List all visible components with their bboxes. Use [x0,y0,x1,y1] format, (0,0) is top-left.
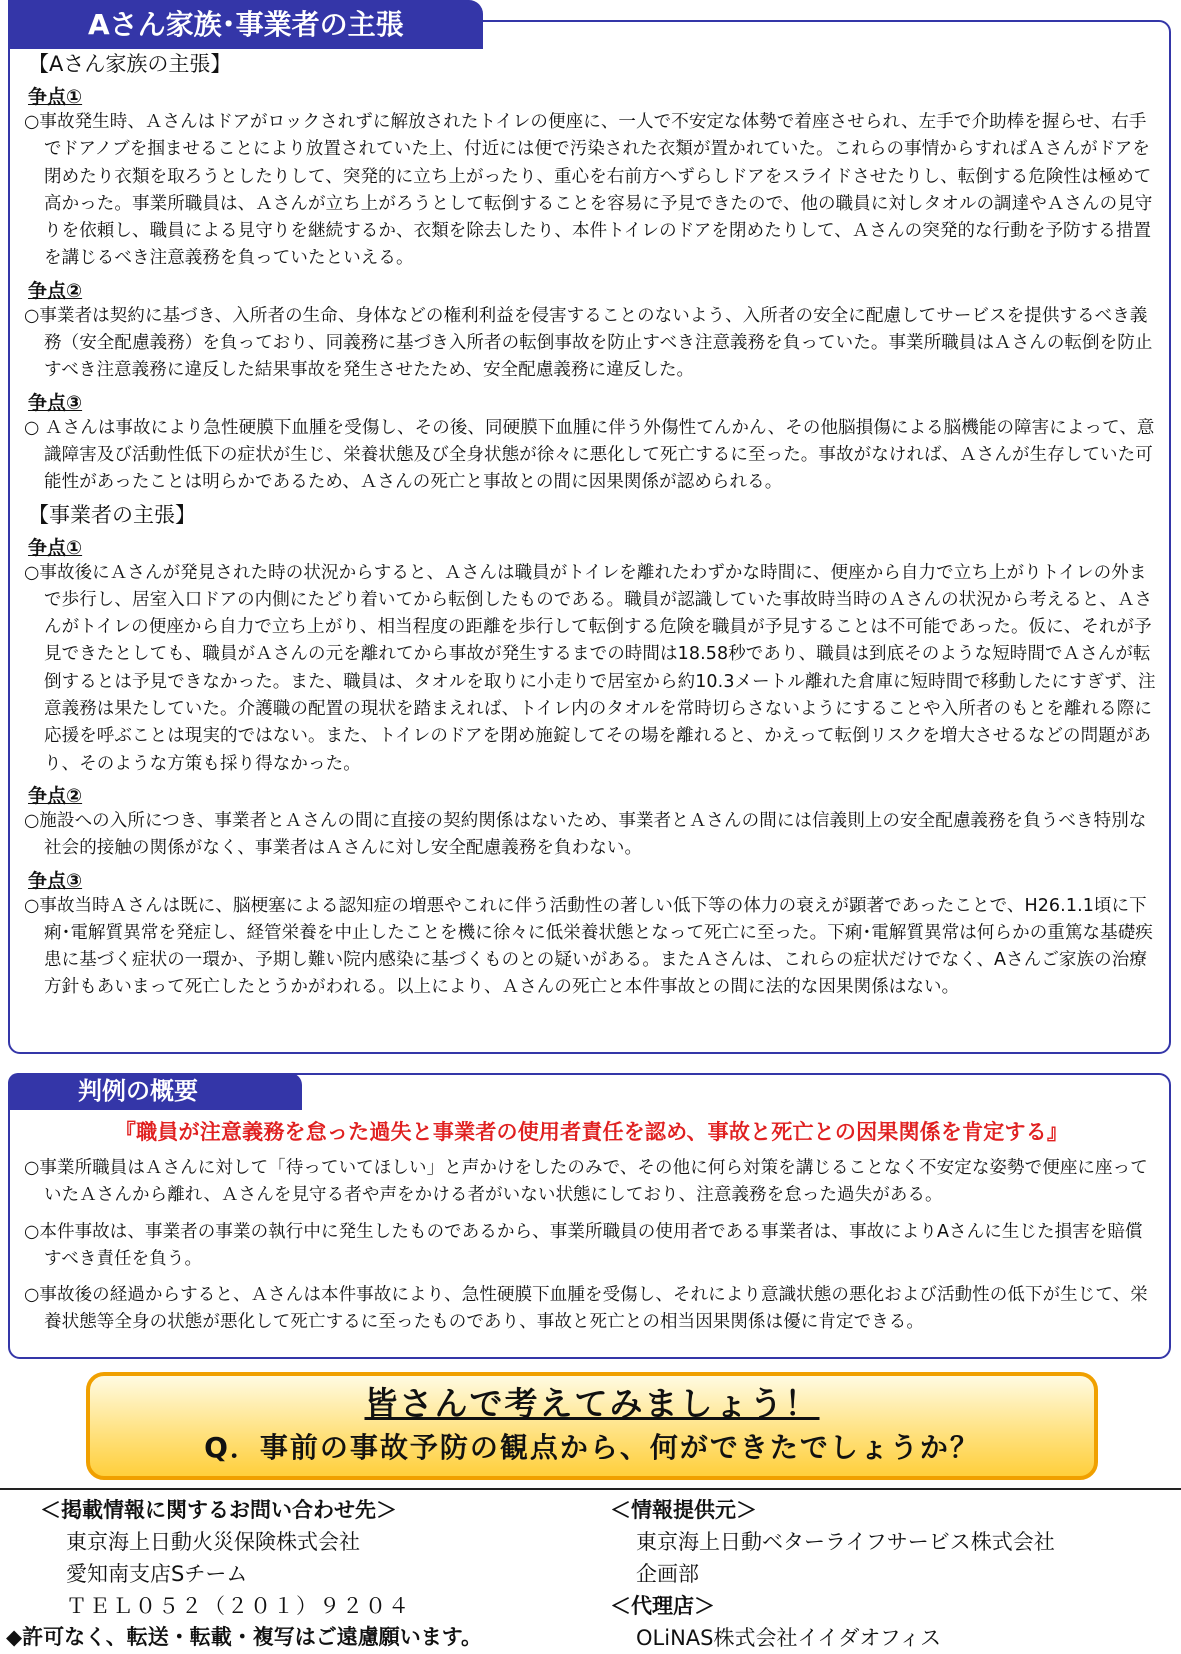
operator-issue-2-text: ○施設への入所につき、事業者とＡさんの間に直接の契約関係はないため、事業者とＡさんの間には信義則上の安全配慮義務を負うべき特別な社会的接触の関係がなく、事業者はＡさんに対し安全配慮義務を負わない。 [24,810,1147,859]
operator-issue-3-text: ○事故当時Ａさんは既に、脳梗塞による認知症の増悪やこれに伴う活動性の著しい低下等の体力の衰えが顕著であったことで、H26.1.1頃に下痢･電解質異常を発症し、経管栄養を中止したことを機に徐々に低栄養状態となって死亡に至った。下痢･電解質異常は何らかの重篤な基礎疾患に基づく症状の一環か、予期し難い院内感染に基づくものとの疑いがある。またＡさんは、これらの症状だけでなく、Aさんご家族の治療方針もあいまって死亡したとうかがわれる。以上により、Ａさんの死亡と本件事故との間に法的な因果関係はない。 [24,895,1153,998]
operator-issue-1-label: 争点① [28,536,83,559]
operator-issue-1-text: ○事故後にＡさんが発見された時の状況からすると、Ａさんは職員がトイレを離れたわずかな時間に、便座から自力で立ち上がりトイレの外まで歩行し、居室入口ドアの内側にたどり着いてから転倒したものである。職員が認識していた事故時当時のＡさんの状況から考えると、Ａさんがトイレの便座から自力で立ち上がり、相当程度の距離を歩行して転倒する危険を職員が予見することは不可能であった。仮に、それが予見できたとしても、職員がＡさんの元を離れてから事故が発生するまでの時間は18.58秒であり、職員は到底そのような短時間でＡさんが転倒するとは予見できなかった。また、職員は、タオルを取りに小走りで居室から約10.3メートル離れた倉庫に短時間で移動したにすぎず、注意義務は果たしていた。介護職の配置の現状を踏まえれば、トイレ内のタオルを常時切らさないようにすることや入所者のもとを離れる際に応援を呼ぶことは現実的ではない。また、トイレのドアを閉め施錠してその場を離れると、かえって転倒リスクを増大させるなどの問題があり、そのような方策も採り得なかった。 [24,562,1156,774]
family-issue-2-label: 争点② [28,279,83,302]
agency-name: OLiNAS株式会社イイダオフィス [636,1626,942,1650]
provider-info [610,1494,1055,1654]
ruling-headline: 『職員が注意義務を怠った過失と事業者の使用者責任を認め、事故と死亡との因果関係を肯定する』 [114,1120,1069,1144]
operator-claims-heading: 【事業者の主張】 [28,502,196,527]
contact-heading: ＜掲載情報に関するお問い合わせ先＞ [40,1498,397,1522]
family-issue-3-label: 争点③ [28,391,83,414]
copy-notice: ◆許可なく、転送・転載・複写はご遠慮願います。 [6,1625,483,1649]
provider-company: 東京海上日動ベターライフサービス株式会社 [636,1530,1055,1554]
discussion-question: Q．事前の事故予防の観点から、何ができたでしょうか？ [204,1431,980,1464]
discussion-title: 皆さんで考えてみましょう！ [364,1384,820,1423]
ruling-tab-title: 判例の概要 [8,1073,302,1110]
family-issue-1-label: 争点① [28,86,83,108]
claims-tab-title: Aさん家族･事業者の主張 [8,0,483,49]
contact-phone: ＴＥＬ０５２（２０１）９２０４ [66,1594,411,1618]
footer-divider [0,1488,1181,1490]
provider-dept: 企画部 [636,1562,699,1586]
agency-heading: ＜代理店＞ [610,1594,715,1618]
ruling-point-1: ○事業所職員はＡさんに対して「待っていてほしい」と声かけをしたのみで、その他に何ら対策を講じることなく不安定な姿勢で便座に座っていたＡさんから離れ、Ａさんを見守る者や声をかける者がいない状態にしており、注意義務を怠った過失がある。 [24,1158,1148,1206]
contact-company: 東京海上日動火災保険株式会社 [66,1530,360,1554]
discussion-banner [86,1372,1098,1480]
family-issue-1-text: ○事故発生時、Ａさんはドアがロックされずに解放されたトイレの便座に、一人で不安定な体勢で着座させられ、左手で介助棒を握らせ、右手でドアノブを掴ませることにより放置されていた上、付近には便で汚染された衣類が置かれていた。これらの事情からすればＡさんがドアを閉めたり衣類を取ろうとしたりして、突発的に立ち上がったり、重心を右前方へずらしドアをスライドさせたりし、転倒する危険性は極めて高かった。事業所職員は、Ａさんが立ち上がろうとして転倒することを容易に予見できたので、他の職員に対しタオルの調達やＡさんの見守りを依頼し、職員による見守りを継続するか、衣類を除去したり、本件トイレのドアを閉めたりして、Ａさんの突発的な行動を予防する措置を講じるべき注意義務を負っていたといえる。 [24,112,1153,269]
family-issue-2-text: ○事業者は契約に基づき、入所者の生命、身体などの権利利益を侵害することのないよう、入所者の安全に配慮してサービスを提供するべき義務（安全配慮義務）を負っており、同義務に基づき入所者の転倒事故を防止すべき注意義務を負っていた。事業所職員はＡさんの転倒を防止すべき注意義務に違反した結果事故を発生させたため、安全配慮義務に違反した。 [24,305,1153,381]
contact-branch: 愛知南支店Sチーム [66,1562,248,1586]
contact-info [40,1494,411,1622]
claims-content [24,50,1159,1006]
family-claims-heading: 【Aさん家族の主張】 [28,52,232,76]
ruling-point-3: ○事故後の経過からすると、Ａさんは本件事故により、急性硬膜下血腫を受傷し、それにより意識状態の悪化および活動性の低下が生じて、栄養状態等全身の状態が悪化して死亡するに至ったものであり、事故と死亡との相当因果関係は優に肯定できる。 [24,1285,1148,1333]
ruling-content [24,1113,1159,1346]
operator-issue-3-label: 争点③ [28,869,83,892]
provider-heading: ＜情報提供元＞ [610,1498,757,1522]
ruling-point-2: ○本件事故は、事業者の事業の執行中に発生したものであるから、事業所職員の使用者である事業者は、事故によりAさんに生じた損害を賠償すべき責任を負う。 [24,1221,1143,1269]
operator-issue-2-label: 争点② [28,784,83,807]
family-issue-3-text: ○ Ａさんは事故により急性硬膜下血腫を受傷し、その後、同硬膜下血腫に伴う外傷性てんかん、その他脳損傷による脳機能の障害によって、意識障害及び活動性低下の症状が生じ、栄養状態及び全身状態が徐々に悪化して死亡するに至った。事故がなければ、Ａさんが生存していた可能性があったことは明らかであるため、Ａさんの死亡と事故との間に因果関係が認められる。 [24,417,1155,493]
